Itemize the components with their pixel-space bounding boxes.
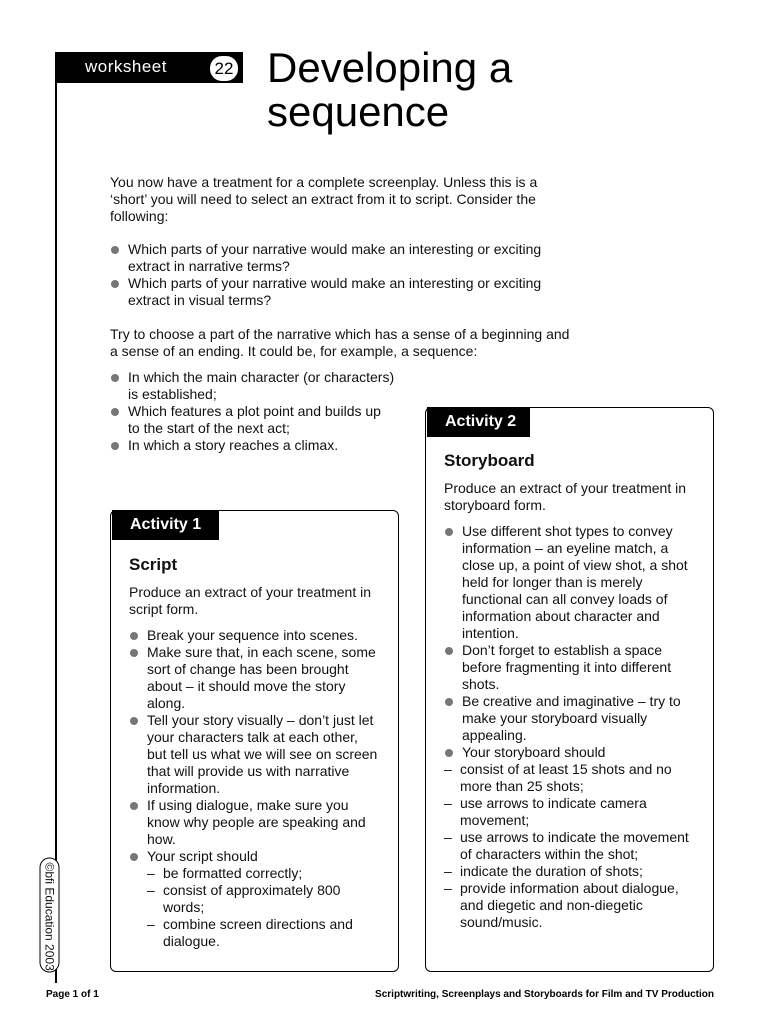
page-title xyxy=(267,46,687,134)
footer-series-title: Scriptwriting, Screenplays and Storyboards for Film and TV Production xyxy=(375,989,714,1000)
sub-list-item: – consist of at least 15 shots and no more than 25 shots; xyxy=(444,761,699,795)
activity-2-badge: Activity 2 xyxy=(427,407,530,437)
copyright-credit: ©bfi Education 2003 xyxy=(40,858,60,973)
sub-list-item: – be formatted correctly; xyxy=(147,865,379,882)
intro-paragraph-2: Try to choose a part of the narrative which has a sense of a beginning and a sense of an ending. It could be, for example, a sequence: xyxy=(110,326,570,359)
activity-2-bullets xyxy=(444,523,699,931)
list-item: Which parts of your narrative would make an interesting or exciting extract in narrative terms? xyxy=(110,241,570,275)
sub-list-item: – indicate the duration of shots; xyxy=(444,863,699,880)
list-item: Which features a plot point and builds up to the start of the next act; xyxy=(110,403,395,437)
intro-paragraph-1: You now have a treatment for a complete screenplay. Unless this is a ‘short’ you will need to select an extract from it to script. Consider the following: xyxy=(110,174,538,224)
list-item: Be creative and imaginative – try to make your storyboard visually appealing. xyxy=(444,693,699,744)
activity-2-title: Storyboard xyxy=(444,451,535,470)
list-item: Don’t forget to establish a space before fragmenting it into different shots. xyxy=(444,642,699,693)
sub-list-item: – consist of approximately 800 words; xyxy=(147,882,379,916)
sub-list-item: – provide information about dialogue, and diegetic and non-diegetic sound/music. xyxy=(444,880,699,931)
sub-list-item: – use arrows to indicate the movement of characters within the shot; xyxy=(444,829,699,863)
title-line-2: sequence xyxy=(267,88,450,135)
list-item: In which a story reaches a climax. xyxy=(110,437,395,454)
activity-1-sub-list xyxy=(147,865,379,950)
intro-bullet-list-2 xyxy=(110,369,395,454)
sub-list-item: – use arrows to indicate camera movement; xyxy=(444,795,699,829)
intro-bullet-list-1 xyxy=(110,241,570,309)
worksheet-number: 22 xyxy=(208,54,240,83)
activity-1-badge: Activity 1 xyxy=(112,510,219,540)
activity-2-sub-list xyxy=(444,761,699,931)
sub-list-item: – combine screen directions and dialogue. xyxy=(147,916,379,950)
list-item: Tell your story visually – don’t just let your characters talk at each other, but tell us what we will see on screen that will provide us with narrative information. xyxy=(129,712,379,797)
activity-2-content xyxy=(444,451,699,931)
list-item-label: Your storyboard should xyxy=(462,744,606,760)
margin-rule xyxy=(55,83,57,983)
worksheet-label: worksheet xyxy=(85,57,167,76)
list-item-label: Your script should xyxy=(147,848,258,864)
title-line-1: Developing a xyxy=(267,44,513,91)
list-item: Break your sequence into scenes. xyxy=(129,627,379,644)
list-item xyxy=(129,848,379,950)
list-item: If using dialogue, make sure you know why people are speaking and how. xyxy=(129,797,379,848)
list-item: Which parts of your narrative would make an interesting or exciting extract in visual terms? xyxy=(110,275,570,309)
footer-page-number: Page 1 of 1 xyxy=(46,989,99,1000)
list-item: In which the main character (or characters) is established; xyxy=(110,369,395,403)
activity-1-intro: Produce an extract of your treatment in script form. xyxy=(129,584,372,617)
activity-1-content xyxy=(129,555,379,950)
list-item: Make sure that, in each scene, some sort of change has been brought about – it should move the story along. xyxy=(129,644,379,712)
activity-2-intro: Produce an extract of your treatment in storyboard form. xyxy=(444,480,687,513)
activity-1-title: Script xyxy=(129,555,178,574)
activity-1-bullets xyxy=(129,627,379,950)
list-item: Use different shot types to convey information – an eyeline match, a close up, a point of view shot, a shot held for longer than is merely functional can all convey loads of information about character and intention. xyxy=(444,523,699,642)
list-item xyxy=(444,744,699,931)
